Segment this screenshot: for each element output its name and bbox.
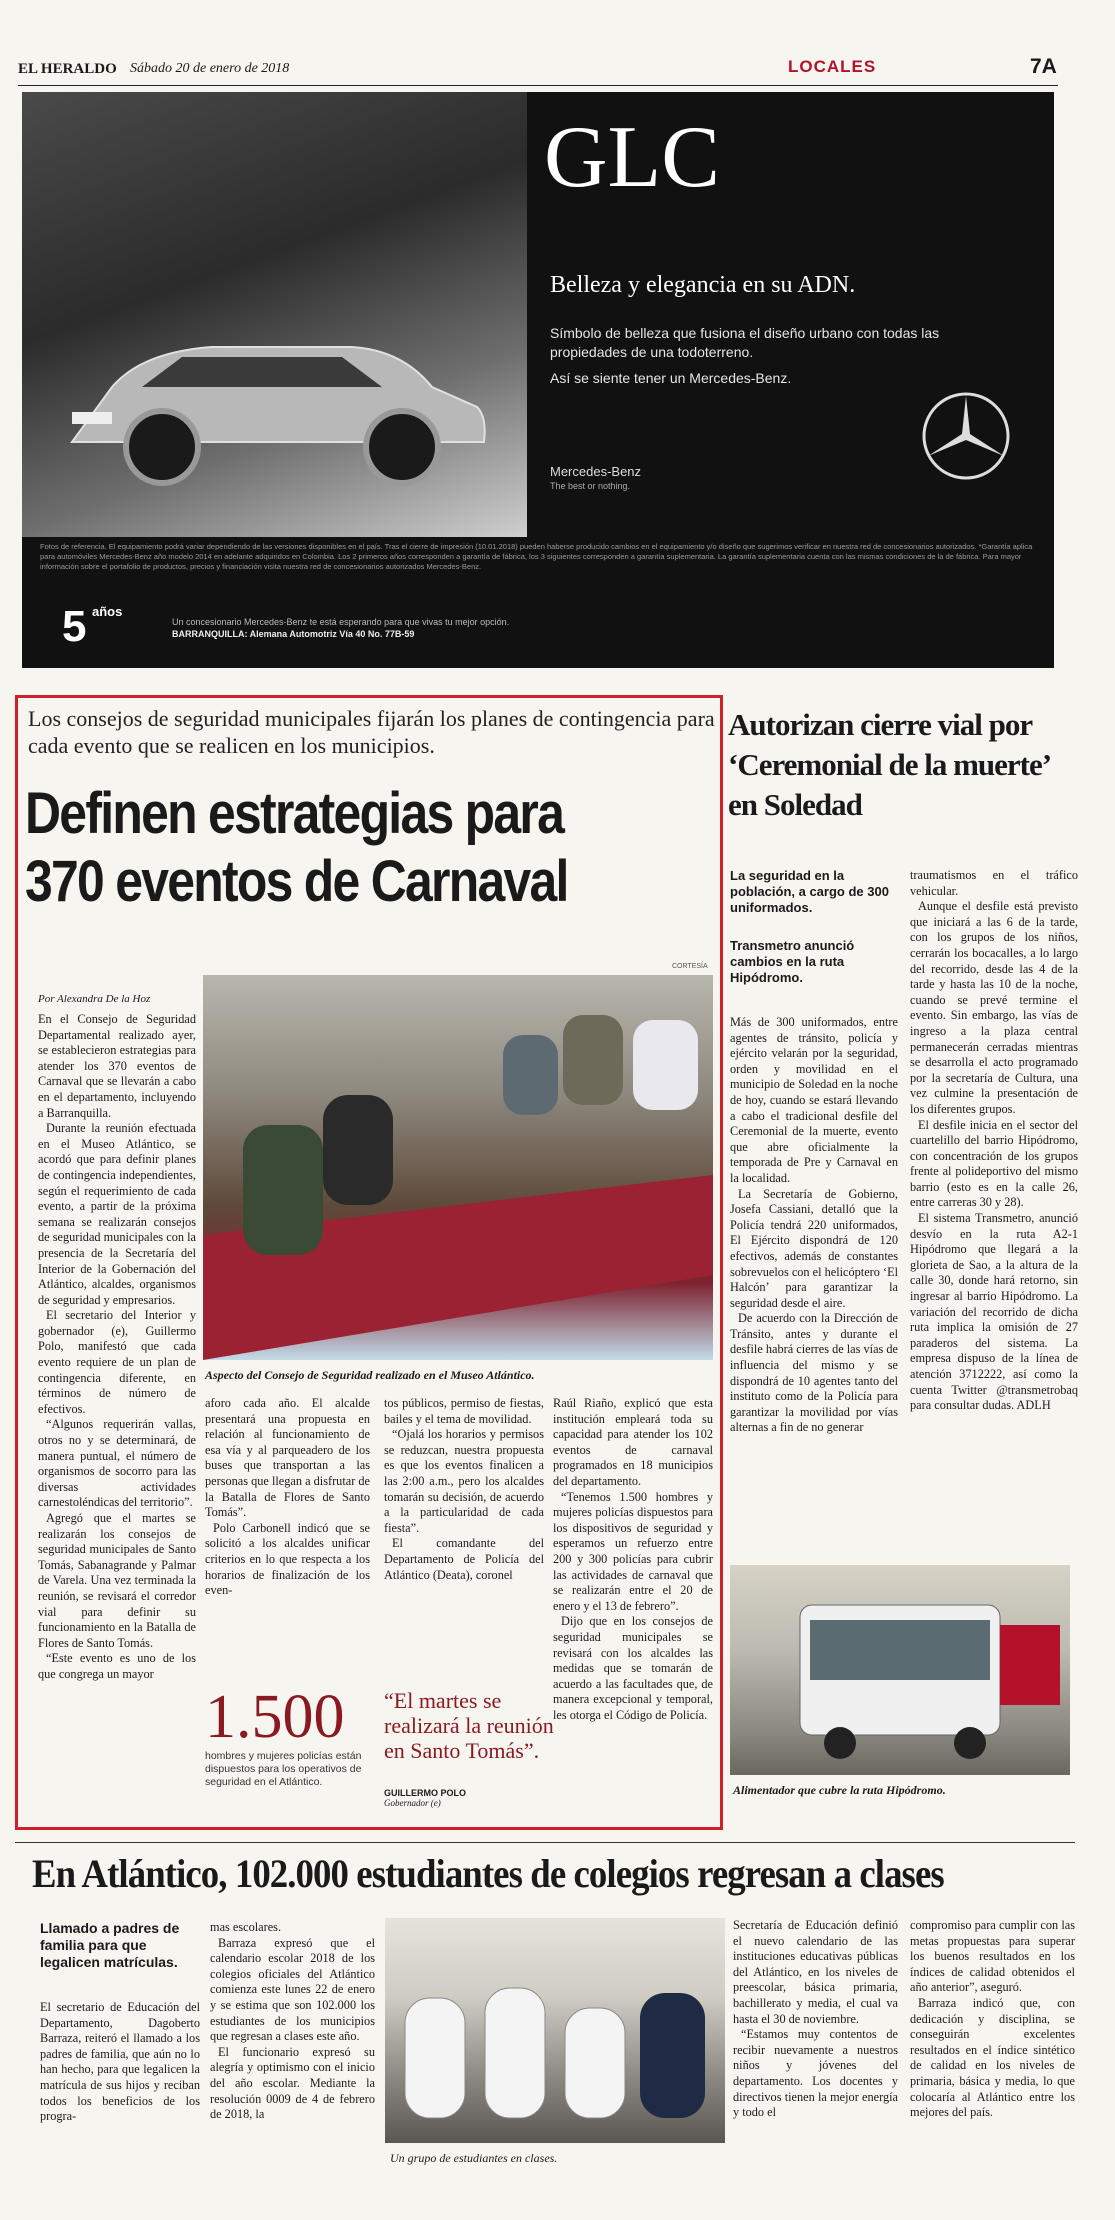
paragraph: El funcionario expresó su alegría y optimismo con el inicio del año escolar. Mediante la resolución 0009 de 4 de febrero de 2018, la [210,2044,375,2122]
article-column-4 [553,1396,713,1723]
paragraph: Secretaría de Educación definió el nuevo calendario de las instituciones educativas públicas del Atlántico, en los niveles de preescolar, básica primaria, bachillerato y media, el cual va hasta el 30 de noviembre. [733,1918,898,2026]
section-name: LOCALES [788,57,877,76]
paragraph: En el Consejo de Seguridad Departamental realizado ayer, se establecieron estrategias para atender los 370 eventos de Carnaval que se llevarán a cabo en el departamento, incluyendo a Barranquilla. [38,1012,196,1120]
article-deck: Los consejos de seguridad municipales fijarán los planes de contingencia para cada evento que se realicen en los municipios. [28,706,715,758]
paragraph: “Algunos requerirán vallas, otros no y se determinará, de manera puntual, el número de organismos de socorro para las diversas actividades carnestoléndicas del territorio”. [38,1417,196,1510]
quote-author-role: Gobernador (e) [384,1798,441,1808]
page-number: 7A [1030,55,1057,78]
paragraph: Barraza indicó que, con dedicación y disciplina, se conseguirán excelentes resultados en el índice sintético de calidad en los niveles de primaria, básica y media, lo que colocaría al Atlántico entre los mejores del país. [910,1995,1075,2120]
paragraph: Durante la reunión efectuada en el Museo Atlántico, se acordó que para definir planes de contingencia independientes, según el requerimiento de cada evento, a partir de la próxima semana se realizarán consejos de seguridad municipales con la presencia de la Secretaría del Interior de la Gobernación del Atlántico, alcaldes, organismos de seguridad y empresarios. [38,1121,196,1307]
ad-dealer-line: Un concesionario Mercedes-Benz te está esperando para que vivas tu mejor opción. [172,617,510,627]
side-subhead-1: La seguridad en la población, a cargo de 300 uniformados. [730,868,889,915]
paragraph: La Secretaría de Gobierno, Josefa Cassiani, detalló que la Policía tendrá 220 uniformados, El Ejército dispondrá de 120 efectivos, además de constantes sobrevuelos con el helicóptero ‘El Halcón’ para garantizar la seguridad desde el aire. [730,1186,899,1310]
paragraph: Barraza expresó que el calendario escolar 2018 de los colegios oficiales del Atlántico comienza este lunes 22 de enero y se estima que son 102.000 los estudiantes de los municipios que regresan a clases este año. [210,1935,375,2044]
bottom-column-2 [210,1920,375,2123]
masthead [18,55,1058,86]
side-column-1 [730,1015,898,1436]
bottom-article-headline: En Atlántico, 102.000 estudiantes de colegios regresan a clases [32,1851,944,1896]
ad-car-photo [22,92,527,537]
paragraph: “Tenemos 1.500 hombres y mujeres policías dispuestos para los dispositivos de seguridad y esperamos un refuerzo entre 200 y 300 policías para cubrir las actividades de carnaval que se realizarán entre el 20 de enero y el 13 de febrero”. [553,1489,713,1613]
side-subhead-2: Transmetro anunció cambios en la ruta Hipódromo. [730,938,855,985]
paragraph: El sistema Transmetro, anunció desvío en la ruta A2-1 Hipódromo que llegará a la glorieta de Sao, a la altura de la calle 30, donde hará retorno, sin ingresar al barrio Hipódromo. La variación del recorrido de dicha ruta implica la omisión de 27 paraderos del sistema. La empresa dispuso de la línea de atención 3712222, así como la cuenta Twitter @transmetrobaq para consultar dudas. ADLH [910,1211,1078,1413]
bus-illustration [730,1565,1070,1775]
bus-photo-caption: Alimentador que cubre la ruta Hipódromo. [733,1783,946,1797]
photo-caption: Aspecto del Consejo de Seguridad realizado en el Museo Atlántico. [205,1368,535,1382]
meeting-illustration [203,975,713,1360]
stat-description: hombres y mujeres policías están dispuestos para los operativos de seguridad en el Atlántico. [205,1750,362,1788]
side-article-headline: Autorizan cierre vial por ‘Ceremonial de la muerte’ en Soledad [728,707,1049,822]
ad-fine-print: Fotos de referencia. El equipamiento podrá variar dependiendo de las versiones disponibles en el país. Tras el cierre de impresión (10.01.2018) pueden haberse producido cambios en el equipamiento y/o diseño que sugerimos verificar en nuestra red de concesionarios autorizados. *Garantía aplica para automóviles Mercedes-Benz año modelo 2014 en adelante adquiridos en Colombia. Los 2 primeros años corresponden a garantía de fábrica, los 3 siguientes corresponden a garantía suplementaria. La garantía suplementaria cuenta con las mismas condiciones de la de fábrica. Para mayor información sobre el portafolio de productos, precios y financiación visita nuestra red de concesionarios autorizados Mercedes-Benz. [40,542,1033,571]
students-photo [385,1918,725,2143]
paragraph: “Estamos muy contentos de recibir nuevamente a nuestros niños y jóvenes del departamento. Los docentes y directivos tienen la mejor energía y todo el [733,2027,898,2120]
side-column-2 [910,868,1078,1414]
bottom-column-4 [910,1918,1075,2121]
newspaper-name: EL HERALDO [18,61,117,77]
paragraph: Más de 300 uniformados, entre agentes de tránsito, policía y ejército velarán por la seguridad, orden y movilidad en el municipio de Soledad en la noche de hoy, cuando se estará llevando a cabo el tradicional desfile del Ceremonial de la muerte, evento que abre oficialmente la temporada de Pre y Carnaval en la localidad. [730,1015,898,1185]
headline-line-1: Definen estrategias para [25,781,564,846]
mercedes-star-icon [920,390,1012,482]
paragraph: Dijo que en los consejos de seguridad municipales se revisará con los alcaldes las medidas que se tomarán de acuerdo a las facultades que, de manera excepcional y temporal, les otorga el Código de Policía. [553,1614,713,1722]
paragraph: El desfile inicia en el sector del cuartelillo del barrio Hipódromo, con concentración de los grupos frente al polideportivo del mismo barrio (esto es en la calle 26, entre carreras 30 y 28). [910,1117,1078,1210]
paragraph: Raúl Riaño, explicó que esta institución empleará toda su capacidad para atender los 102 eventos de carnaval programados en 18 municipios del departamento. [553,1396,713,1488]
paragraph: De acuerdo con la Dirección de Tránsito, antes y durante el desfile habrá cierres de las vías de influencia del mismo y se dispondrá de 10 agentes tanto del instituto como de la Policía para garantizar la movilidad por vías alternas a fin de no generar [730,1311,898,1435]
ad-dealer-info [172,616,509,640]
paragraph: “Este evento es uno de los que congrega un mayor [38,1651,196,1681]
ad-body-text: Símbolo de belleza que fusiona el diseño urbano con todas las propiedades de una todoterreno. [550,325,940,360]
article-column-1 [38,1012,196,1683]
bottom-column-1 [40,2000,200,2125]
article-headline [25,780,722,916]
issue-date: Sábado 20 de enero de 2018 [130,61,290,76]
ad-body-text-2: Así se siente tener un Mercedes-Benz. [550,370,792,386]
mercedes-advertisement [22,92,1054,668]
bottom-column-3 [733,1918,898,2121]
article-column-2 [205,1396,370,1599]
bus-photo [730,1565,1070,1775]
section-divider [15,1842,1075,1843]
byline: Por Alexandra De la Hoz [38,993,151,1005]
article-column-3 [384,1396,544,1583]
ad-brand-slogan: The best or nothing. [550,481,631,491]
paragraph: El secretario de Educación del Departamento, Dagoberto Barraza, reiteró el llamado a los padres de familia, que aún no lo han hecho, para que legalicen la matrícula de sus hijos y reciban todos los beneficios de los progra- [40,2000,200,2124]
students-photo-caption: Un grupo de estudiantes en clases. [390,2151,558,2165]
quote-author: GUILLERMO POLO [384,1788,466,1798]
paragraph: Aunque el desfile está previsto que iniciará a las 6 de la tarde, con los grupos de los niños, cerrarán los bocacalles, a lo largo del recorrido, desde las 4 de la tarde y hasta las 10 de la noche, cuando se prevé termine el evento. Sin embargo, las vías de ingreso a la plaza central permanecerán cerradas mientras se desarrolla el acto programado por la secretaría de Cultura, una vez culmine la presentación de los diferentes grupos. [910,899,1078,1116]
students-illustration [385,1918,725,2143]
ad-warranty-number: 5 [62,602,87,651]
pull-quote: “El martes se realizará la reunión en Santo Tomás”. [384,1688,554,1763]
paragraph: Agregó que el martes se realizarán los consejos de seguridad municipales de Santo Tomás, Sabanagrande y Palmar de Varela. Una vez terminada la reunión, se revisará el corredor vial para definir su funcionamiento en la Batalla de Flores de Santo Tomás. [38,1511,196,1650]
paragraph: Polo Carbonell indicó que se solicitó a los alcaldes unificar criterios en lo que respecta a los horarios de finalización de los even- [205,1520,370,1598]
photo-credit: CORTESÍA [672,963,708,970]
paragraph: traumatismos en el tráfico vehicular. [910,868,1078,898]
paragraph: El secretario del Interior y gobernador (e), Guillermo Polo, manifestó que cada evento requiere de un plan de contingencia diferente, en términos de número de efectivos. [38,1308,196,1416]
stat-number: 1.500 [205,1683,345,1751]
bottom-subhead: Llamado a padres de familia para que legalicen matrículas. [40,1920,180,1970]
ad-tagline: Belleza y elegancia en su ADN. [550,272,856,298]
paragraph: compromiso para cumplir con las metas propuestas para superar los buenos resultados en los índices de calidad obtenidos el año anterior”, aseguró. [910,1918,1075,1995]
paragraph: tos públicos, permiso de fiestas, bailes y el tema de movilidad. [384,1396,544,1426]
paragraph: “Ojalá los horarios y permisos se reduzcan, nuestra propuesta es que los eventos finalicen a las 2:00 a.m., pero los alcaldes tomarán su decisión, de acuerdo a la particularidad de cada fiesta”. [384,1427,544,1535]
paragraph: aforo cada año. El alcalde presentará una propuesta en relación al funcionamiento de esa vía y al parqueadero de los buses que transportan a las personas que llegan a disfrutar de la Batalla de Flores de Santo Tomás”. [205,1396,370,1520]
paragraph: mas escolares. [210,1920,282,1934]
ad-model-name: GLC [544,109,720,206]
ad-brand-name: Mercedes-Benz [550,464,642,479]
ad-dealer-address: BARRANQUILLA: Alemana Automotriz Vía 40 No. 77B-59 [172,629,415,639]
security-council-photo [203,975,713,1360]
paragraph: El comandante del Departamento de Policía del Atlántico (Deata), coronel [384,1536,544,1582]
ad-warranty-label: años [92,604,123,619]
car-illustration [52,292,492,502]
headline-line-2: 370 eventos de Carnaval [25,849,568,914]
